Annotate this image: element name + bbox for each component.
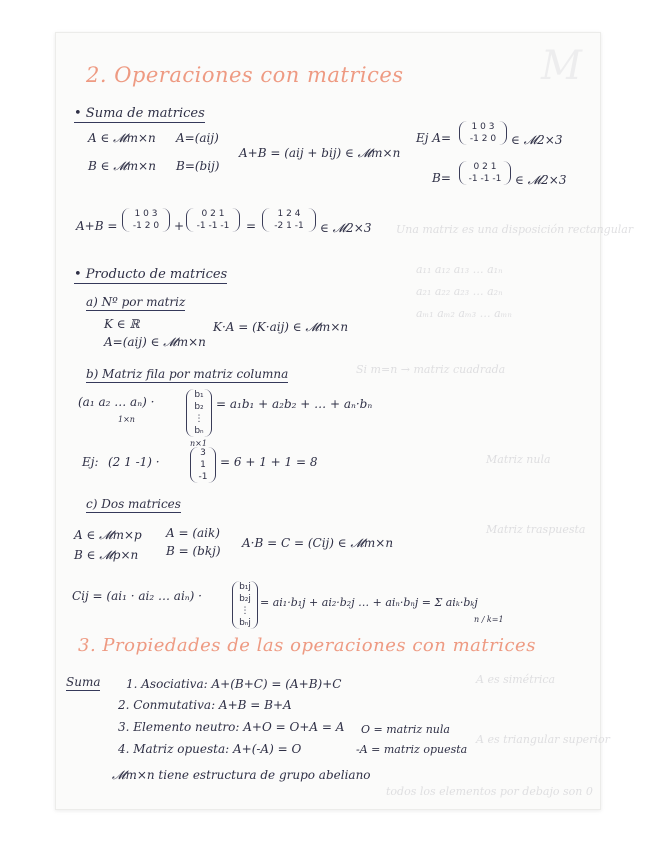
matrix-row: -1: [198, 472, 208, 482]
cij-column-vector: [232, 581, 258, 629]
matrix-row: b₂j: [239, 594, 251, 604]
notebook-page: [55, 32, 634, 810]
cij-result: = ai₁·b₁j + ai₂·b₂j … + aiₙ·bₙj = Σ aiₖ·bₖj: [260, 596, 478, 609]
example-row-vector: (2 1 -1) ·: [108, 455, 160, 469]
matrix-row: b₁j: [239, 582, 251, 592]
matrix-row: 0 2 1: [201, 209, 225, 219]
sum-matrix-1: [122, 208, 170, 232]
sum-matrix-2: [186, 208, 240, 232]
bleed-through-text: a₂₁ a₂₂ a₂₃ … a₂ₙ: [416, 285, 503, 298]
matrix-row: -1 2 0: [132, 221, 160, 231]
example-column-vector: [190, 447, 216, 483]
row-col-result: = a₁b₁ + a₂b₂ + … + aₙ·bₙ: [216, 397, 373, 411]
a-definition: A=(aij): [176, 131, 219, 145]
bleed-through-text: todos los elementos por debajo son 0: [386, 785, 593, 798]
matrix-row: 1 2 4: [277, 209, 301, 219]
matrix-row: ⋮: [240, 606, 250, 616]
heading-text: • Producto de matrices: [74, 267, 228, 282]
heading-text: b) Matriz fila por matriz columna: [86, 367, 289, 381]
example-b-space: ∈ 𝓜2×3: [515, 173, 567, 187]
matrix-row: -1 2 0: [469, 134, 497, 144]
row-vector: (a₁ a₂ … aₙ) ·: [78, 395, 155, 409]
matrix-row: -1 -1 -1: [196, 221, 230, 231]
bleed-through-text: A es simétrica: [476, 673, 556, 686]
property-conmutativa: 2. Conmutativa: A+B = B+A: [118, 698, 292, 712]
note-opposite: -A = matriz opuesta: [356, 743, 468, 756]
property-elemento-neutro: 3. Elemento neutro: A+O = O+A = A: [118, 720, 345, 734]
example-result: = 6 + 1 + 1 = 8: [220, 455, 318, 469]
example-matrix-b: [459, 161, 511, 185]
matrix-row: 3: [200, 448, 206, 458]
sum-rule: A+B = (aij + bij) ∈ 𝓜m×n: [239, 146, 401, 160]
heading-text: Suma: [66, 675, 101, 689]
heading-text: a) Nº por matriz: [86, 295, 186, 309]
b-membership: B ∈ 𝓜m×n: [88, 159, 156, 173]
sum-example-label: A+B =: [76, 219, 118, 233]
matrix-row: ⋮: [194, 414, 204, 424]
a-matrix-definition: A=(aij) ∈ 𝓜m×n: [104, 335, 206, 349]
example-a-space: ∈ 𝓜2×3: [511, 133, 563, 147]
matrix-row: 1: [200, 460, 206, 470]
plus-sign: +: [174, 219, 185, 233]
matrix-row: -2 1 -1: [274, 221, 304, 231]
sum-result-matrix: [262, 208, 316, 232]
summation-limits: n / k=1: [474, 615, 504, 624]
note-neutral: O = matriz nula: [361, 723, 450, 736]
bleed-through-text: A es triangular superior: [476, 733, 610, 746]
property-asociativa: 1. Asociativa: A+(B+C) = (A+B)+C: [126, 677, 342, 691]
k-membership: K ∈ ℝ: [104, 317, 140, 331]
bleed-through-text: aₘ₁ aₘ₂ aₘ₃ … aₘₙ: [416, 307, 512, 320]
matrix-row: 1 0 3: [471, 122, 495, 132]
subsection-heading-suma: [74, 106, 205, 121]
example-b-label: Ej:: [82, 455, 99, 469]
bleed-through-text: Una matriz es una disposición rectangular: [396, 223, 634, 236]
matrix-row: b₁: [194, 390, 204, 400]
a-membership: A ∈ 𝓜m×p: [74, 528, 142, 542]
suma-label: [66, 675, 100, 689]
cij-formula: Cij = (ai₁ · ai₂ … aiₙ) ·: [72, 589, 202, 603]
bleed-through-text: Matriz nula: [486, 453, 551, 466]
bleed-through-text: Matriz traspuesta: [486, 523, 586, 536]
matrix-row: 1 0 3: [134, 209, 158, 219]
part-c-heading: [86, 497, 181, 511]
equals-sign: =: [246, 219, 257, 233]
a-definition: A = (aik): [166, 526, 220, 540]
b-membership: B ∈ 𝓜p×n: [74, 548, 139, 562]
product-rule: A·B = C = (Cij) ∈ 𝓜m×n: [242, 536, 394, 550]
column-dimension: n×1: [190, 439, 207, 448]
property-matriz-opuesta: 4. Matriz opuesta: A+(-A) = O: [118, 742, 302, 756]
matrix-row: -1 -1 -1: [468, 174, 502, 184]
bleed-through-text: a₁₁ a₁₂ a₁₃ … a₁ₙ: [416, 263, 503, 276]
example-a-label: Ej A=: [416, 131, 452, 145]
bleed-through-text: Si m=n → matriz cuadrada: [356, 363, 506, 376]
section-title-operaciones: 2. Operaciones con matrices: [86, 63, 404, 87]
example-matrix-a: [459, 121, 507, 145]
bleed-through-text: M: [541, 43, 582, 89]
example-b-label: B=: [432, 171, 451, 185]
b-definition: B=(bij): [176, 159, 220, 173]
heading-text: • Suma de matrices: [74, 106, 205, 121]
matrix-row: 0 2 1: [473, 162, 497, 172]
b-definition: B = (bkj): [166, 544, 221, 558]
matrix-row: b₂: [194, 402, 204, 412]
column-vector: [186, 389, 212, 437]
part-a-heading: [86, 295, 185, 309]
conclusion-grupo-abeliano: 𝓜m×n tiene estructura de grupo abeliano: [112, 768, 371, 782]
a-membership: A ∈ 𝓜m×n: [88, 131, 156, 145]
part-b-heading: [86, 367, 288, 381]
sum-result-space: ∈ 𝓜2×3: [320, 221, 372, 235]
scalar-rule: K·A = (K·aij) ∈ 𝓜m×n: [213, 320, 349, 334]
row-dimension: 1×n: [118, 415, 135, 424]
heading-text: c) Dos matrices: [86, 497, 181, 511]
matrix-row: bₙ: [194, 426, 204, 436]
matrix-row: bₙj: [239, 618, 251, 628]
section-title-propiedades: 3. Propiedades de las operaciones con matrices: [78, 635, 536, 656]
subsection-heading-producto: [74, 267, 227, 282]
